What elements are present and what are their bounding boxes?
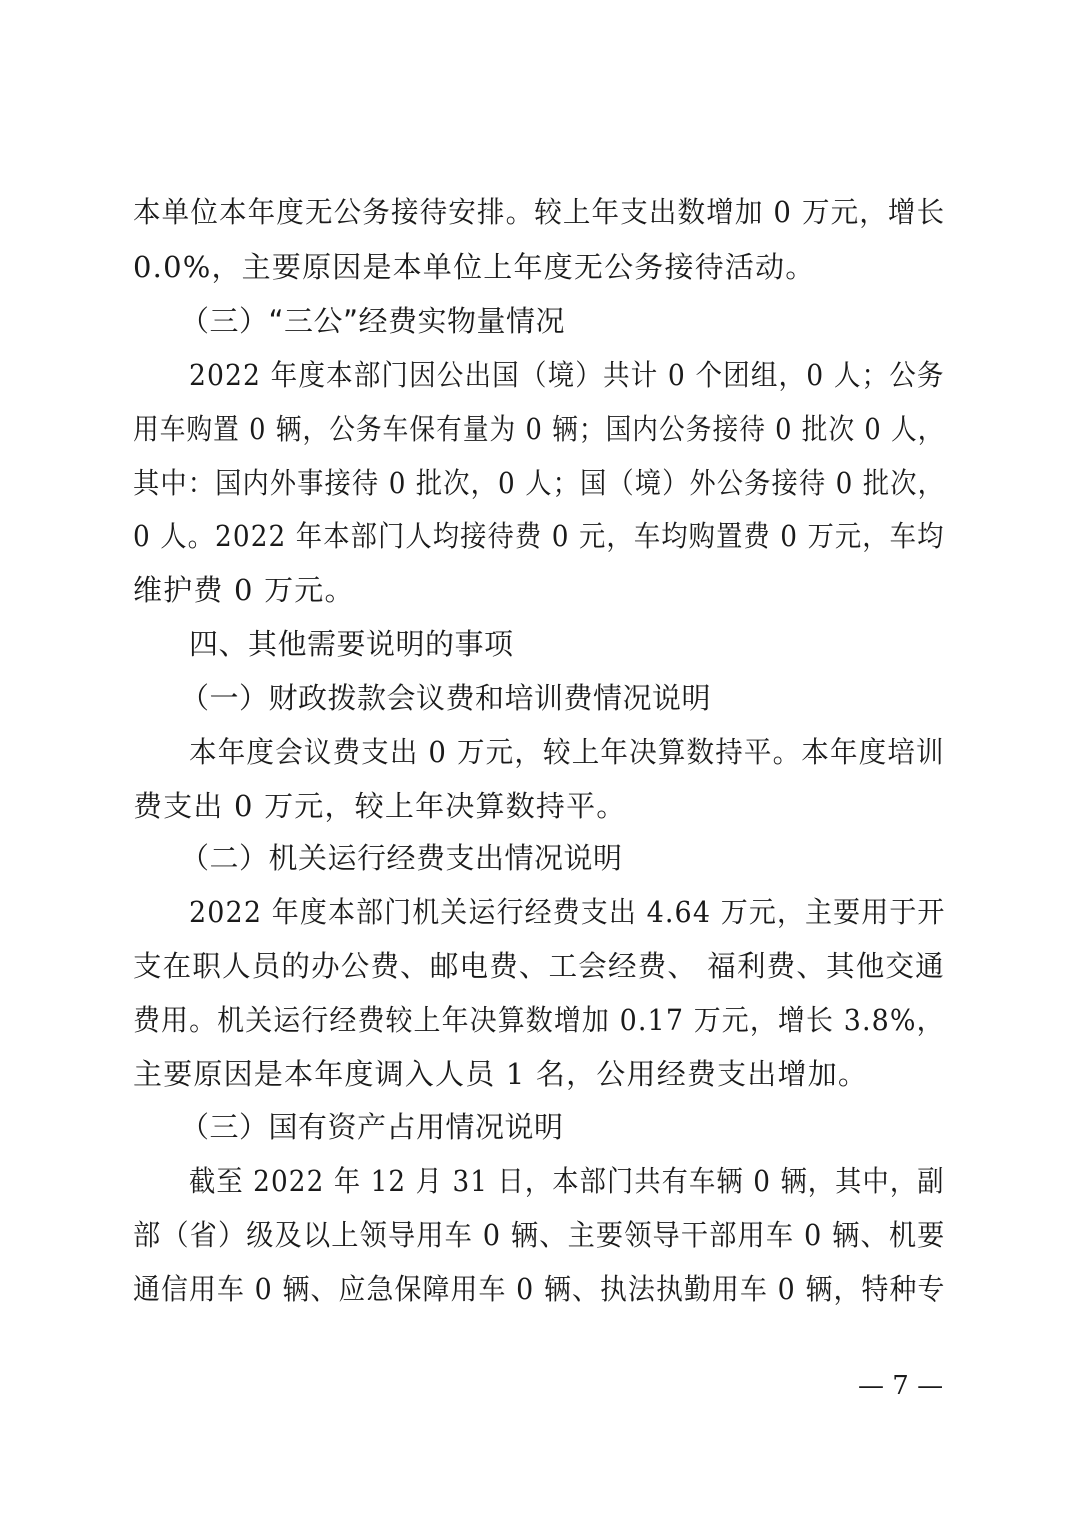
section-heading: （三）“三公”经费实物量情况 [180, 304, 566, 338]
subsection-heading: （一）财政拨款会议费和培训费情况说明 [180, 681, 712, 715]
body-text-line: 支在职人员的办公费、邮电费、工会经费、 福利费、其他交通 [133, 949, 945, 983]
body-text-line: 通信用车 0 辆、应急保障用车 0 辆、执法执勤用车 0 辆，特种专 [133, 1272, 946, 1306]
page-number: — 7 — [858, 1371, 944, 1401]
body-text-line: 费支出 0 万元，较上年决算数持平。 [133, 789, 627, 823]
body-text-line: 截至 2022 年 12 月 31 日，本部门共有车辆 0 辆，其中，副 [189, 1164, 945, 1198]
body-text-line: 本年度会议费支出 0 万元，较上年决算数持平。本年度培训 [189, 735, 945, 769]
subsection-heading: （二）机关运行经费支出情况说明 [180, 841, 623, 875]
body-text-line: 0.0%，主要原因是本单位上年度无公务接待活动。 [133, 250, 816, 284]
body-text-line: 主要原因是本年度调入人员 1 名，公用经费支出增加。 [133, 1057, 869, 1091]
body-text-line: 维护费 0 万元。 [133, 573, 355, 607]
body-text-line: 费用。机关运行经费较上年决算数增加 0.17 万元，增长 3.8%， [133, 1003, 945, 1037]
body-text-line: 本单位本年度无公务接待安排。较上年支出数增加 0 万元，增长 [133, 195, 946, 229]
body-text-line: 2022 年度本部门因公出国（境）共计 0 个团组，0 人；公务 [189, 358, 945, 392]
body-text-line: 其中：国内外事接待 0 批次，0 人；国（境）外公务接待 0 批次， [133, 466, 946, 500]
section-heading: 四、其他需要说明的事项 [189, 627, 514, 661]
body-text-line: 2022 年度本部门机关运行经费支出 4.64 万元，主要用于开 [189, 895, 946, 929]
body-text-line: 部（省）级及以上领导用车 0 辆、主要领导干部用车 0 辆、机要 [133, 1218, 946, 1252]
body-text-line: 用车购置 0 辆，公务车保有量为 0 辆；国内公务接待 0 批次 0 人， [133, 412, 945, 446]
subsection-heading: （三）国有资产占用情况说明 [180, 1110, 564, 1144]
body-text-line: 0 人。2022 年本部门人均接待费 0 元，车均购置费 0 万元，车均 [133, 519, 945, 553]
